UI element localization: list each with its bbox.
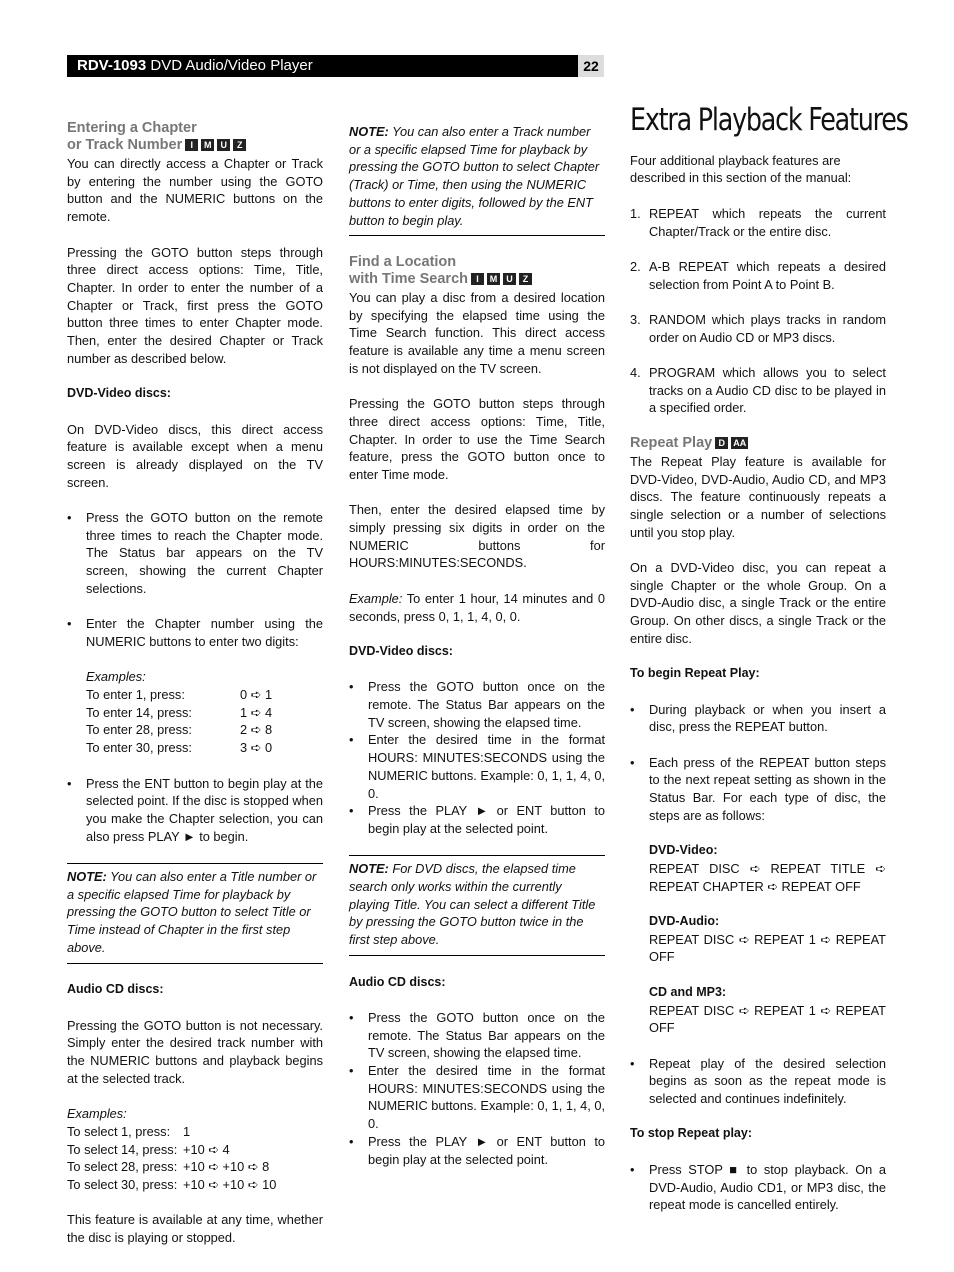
heading-line-1: Find a Location [349,253,457,270]
disc-badge: Z [519,273,532,285]
bullet-list [349,678,605,837]
subheading: DVD-Video discs: [67,386,171,401]
list-item: • Press the PLAY ► or ENT button to begin play at the selected point. [349,802,605,837]
list-item-text: RANDOM which plays tracks in random order on Audio CD or MP3 discs. [649,311,886,345]
note-text: You can also enter a Track number or a specific elapsed Time for playback by pressing the GOTO button to select Chapter (Track) or Time, then using the NUMERIC buttons to enter digits, followed by the ENT button to begin play. [349,124,600,228]
table-cell: To select 14, press: [67,1141,178,1157]
list-item [630,311,886,346]
table-cell: To select 30, press: [67,1176,178,1192]
list-number: 1. [630,205,641,221]
disc-badge: I [471,273,484,285]
note-box [349,855,605,956]
list-item-text: Each press of the REPEAT button steps to the next repeat setting as shown in the Status Bar. For each type of disc, the steps are as follows: [649,754,886,823]
section-heading [67,120,323,154]
paragraph: Pressing the GOTO button is not necessary. Simply enter the desired track number with the NUMERIC buttons and playback begins at the selected track. [67,1017,323,1086]
list-item-text: PROGRAM which allows you to select tracks on a Audio CD disc to be played in a specified order. [649,365,886,416]
list-number: 2. [630,258,641,274]
paragraph: Then, enter the desired elapsed time by simply pressing six digits in order on the NUMERIC buttons for HOURS:MINUTES:SECONDS. [349,502,605,571]
table-row [67,1141,276,1159]
table-row [86,721,272,739]
example-label: Example: [349,590,403,606]
list-item [630,364,886,417]
repeat-sequence: REPEAT DISC ➪ REPEAT 1 ➪ REPEAT OFF [649,1002,886,1036]
disc-badge: D [715,437,728,449]
examples-table [67,1123,276,1194]
list-item: • Press the GOTO button on the remote three times to reach the Chapter mode. The Status bar appears on the TV screen, showing the current Chapter selections. [67,509,323,598]
list-item: • Press the GOTO button once on the remote. The Status Bar appears on the TV screen, showing the elapsed time. [349,678,605,731]
column-2 [349,120,605,1186]
page-number: 22 [578,55,604,77]
list-item [67,615,323,757]
disc-badge: U [503,273,516,285]
table-cell: +10 ➪ +10 ➪ 8 [183,1159,270,1175]
disc-badge: M [487,273,500,285]
list-item: • Press the GOTO button once on the remote. The Status Bar appears on the TV screen, showing the elapsed time. [349,1009,605,1062]
paragraph [349,590,605,625]
list-item: • During playback or when you insert a disc, press the REPEAT button. [630,701,886,736]
example-text: To enter 1 hour, 14 minutes and 0 seconds, press 0, 1, 1, 4, 0, 0. [349,590,605,624]
paragraph: Pressing the GOTO button steps through three direct access options: Time, Title, Chapter. In order to enter the number of a Chapter or Track, first press the GOTO button three times to enter Chapter mode. Then, enter the desired Chapter or Track number as described below. [67,244,323,366]
subheading: Audio CD discs: [67,982,164,997]
list-item [630,205,886,240]
list-number: 4. [630,365,641,381]
paragraph: Pressing the GOTO button steps through three direct access options: Time, Title, Chapter. In order to use the Time Search feature, press the GOTO button once to enter Time mode. [349,396,605,482]
list-item [630,258,886,293]
list-item: • Enter the desired time in the format HOURS: MINUTES:SECONDS using the NUMERIC buttons. Example: 0, 1, 1, 4, 0, 0. [349,1062,605,1133]
paragraph: This feature is available at any time, whether the disc is playing or stopped. [67,1212,323,1245]
table-cell: To enter 1, press: [86,687,185,702]
table-cell: To enter 28, press: [86,722,192,738]
table-cell: +10 ➪ +10 ➪ 10 [183,1176,277,1192]
page-header [67,55,604,77]
list-item-text: REPEAT which repeats the current Chapter/Track or the entire disc. [649,205,886,239]
disc-badge: Z [233,139,246,151]
table-cell: 3 ➪ 0 [240,740,273,756]
examples-label: Examples: [67,1106,127,1122]
heading-line-2: or Track Number [67,137,183,153]
list-item: • Press STOP ■ to stop playback. On a DVD-Audio, Audio CD1, or MP3 disc, the repeat mode is cancelled entirely. [630,1161,886,1214]
note-text: You can also enter a Title number or a specific elapsed Time for playback by pressing the GOTO button to select Title or Time instead of Chapter in the first step above. [67,869,317,955]
section-heading [630,435,886,452]
heading-line-1: Entering a Chapter [67,120,197,136]
column-1 [67,120,323,1264]
list-item-text: A-B REPEAT which repeats a desired selection from Point A to Point B. [649,258,886,292]
paragraph: On a DVD-Video disc, you can repeat a single Chapter or the whole Group. On a DVD-Audio disc, a single Track or the entire Group. On other discs, a single Track or the entire disc. [630,560,886,646]
table-row [86,686,272,704]
note-label: NOTE: [349,861,389,877]
subheading: CD and MP3: [649,984,727,999]
note-text: For DVD discs, the elapsed time search only works within the currently playing Title. You can select a different Title by pressing the GOTO button twice in the first step above. [349,861,596,948]
paragraph: You can play a disc from a desired location by specifying the elapsed time using the Time Search function. This direct access feature is available any time a menu screen is not displayed on the TV screen. [349,289,605,376]
note-label: NOTE: [349,124,389,139]
list-item [630,754,886,1037]
table-cell: 2 ➪ 8 [240,722,273,738]
subheading: DVD-Video discs: [349,643,453,658]
disc-badge: I [185,139,198,151]
numbered-list [630,205,886,417]
repeat-sequence: REPEAT DISC ➪ REPEAT TITLE ➪ REPEAT CHAPTER ➪ REPEAT OFF [649,860,886,894]
table-row [67,1158,276,1176]
table-cell: +10 ➪ 4 [183,1141,230,1157]
disc-badge: AA [733,437,747,448]
examples-label: Examples: [86,669,146,685]
list-item: • Press the ENT button to begin play at the selected point. If the disc is stopped when you make the Chapter selection, you can also press PLAY ► to begin. [67,775,323,846]
disc-badge: U [217,139,230,151]
note-box [349,120,605,236]
list-item: • Press the PLAY ► or ENT button to begin play at the selected point. [349,1133,605,1168]
paragraph: You can directly access a Chapter or Track by entering the number using the GOTO button and the NUMERIC buttons on the remote. [67,156,323,225]
table-row [86,704,272,722]
bullet-list [630,701,886,1108]
note-label: NOTE: [67,869,107,884]
subheading: To stop Repeat play: [630,1126,753,1141]
list-item: • Repeat play of the desired selection begins as soon as the repeat mode is selected and continues indefinitely. [630,1055,886,1108]
column-3 [630,102,908,1232]
table-cell: To enter 30, press: [86,740,192,756]
subheading: To begin Repeat Play: [630,666,760,681]
bullet-list [349,1009,605,1168]
table-cell: To enter 14, press: [86,704,192,720]
note-box [67,863,323,964]
table-cell: To select 1, press: [67,1123,171,1139]
repeat-sequence: REPEAT DISC ➪ REPEAT 1 ➪ REPEAT OFF [649,931,886,965]
table-cell: 1 ➪ 4 [240,704,273,720]
table-cell: 1 [183,1123,191,1139]
table-row [67,1123,276,1141]
bullet-list [630,1161,886,1214]
table-row [67,1176,276,1194]
paragraph: On DVD-Video discs, this direct access feature is available except when a menu screen is already displayed on the TV screen. [67,421,323,490]
subheading: DVD-Audio: [649,914,720,929]
paragraph: The Repeat Play feature is available for DVD-Video, DVD-Audio, Audio CD, and MP3 discs. The feature continuously repeats a single selection or a number of selections until you stop play. [630,453,886,540]
disc-badge: M [201,139,214,151]
paragraph: Four additional playback features are described in this section of the manual: [630,152,852,186]
header-subtitle: DVD Audio/Video Player [150,57,313,74]
table-cell: 0 ➪ 1 [240,687,273,702]
list-item: • Enter the desired time in the format HOURS: MINUTES:SECONDS using the NUMERIC buttons. Example: 0, 1, 1, 4, 0, 0. [349,731,605,802]
examples-table [86,686,272,757]
table-row [86,739,272,757]
page-title: Extra Playback Features [630,102,908,138]
table-cell: To select 28, press: [67,1159,178,1175]
subheading: Audio CD discs: [349,974,446,989]
bullet-list [67,509,323,845]
subheading: DVD-Video: [649,843,718,858]
model-name: RDV-1093 [77,57,147,74]
list-number: 3. [630,311,641,327]
heading-text: Repeat Play [630,434,713,451]
heading-line-2: with Time Search [349,270,468,287]
list-item-text: Enter the Chapter number using the NUMERIC buttons to enter two digits: [86,616,323,649]
section-heading [349,254,605,288]
header-title [77,57,313,74]
